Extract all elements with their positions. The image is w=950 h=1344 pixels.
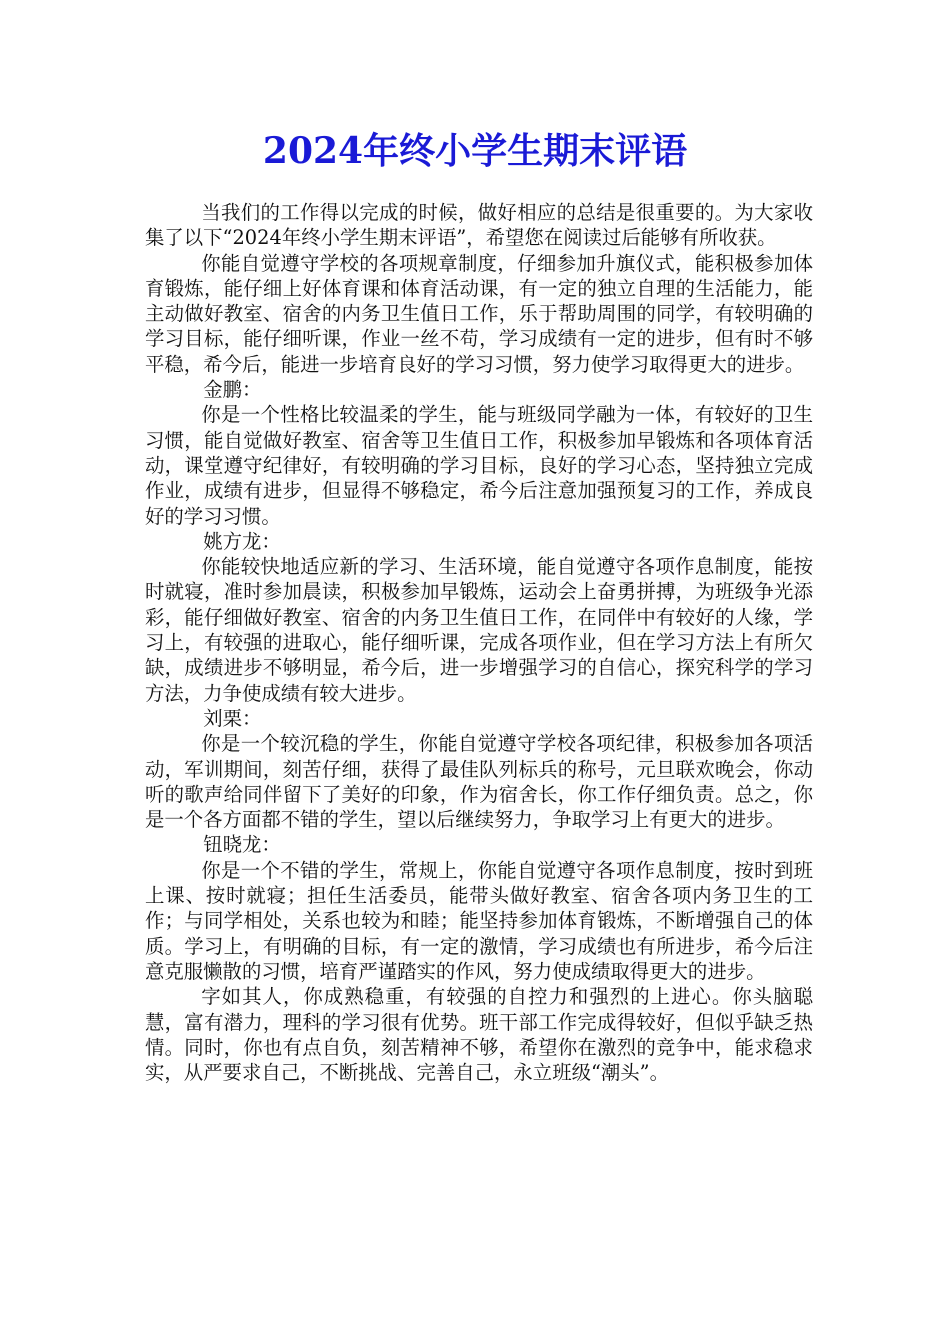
intro-paragraph: 当我们的工作得以完成的时候，做好相应的总结是很重要的。为大家收集了以下“2024年终小学生期末评语”，希望您在阅读过后能够有所收获。 — [145, 201, 813, 250]
comment-paragraph: 字如其人，你成熟稳重，有较强的自控力和强烈的上进心。你头脑聪慧，富有潜力，理科的学习很有优势。班干部工作完成得较好，但似乎缺乏热情。同时，你也有点自负，刻苦精神不够，希望你在激烈的竞争中，能求稳求实，从严要求自己，不断挑战、完善自己，永立班级“潮头”。 — [145, 985, 813, 1085]
student-name: 刘栗： — [203, 706, 262, 730]
comment-paragraph: 你能自觉遵守学校的各项规章制度，仔细参加升旗仪式，能积极参加体育锻炼，能仔细上好体育课和体育活动课，有一定的独立自理的生活能力，能主动做好教室、宿舍的内务卫生值日工作，乐于帮助周围的同学，有较明确的学习目标，能仔细听课，作业一丝不苟，学习成绩有一定的进步，但有时不够平稳，希今后，能进一步培育良好的学习习惯，努力使学习取得更大的进步。 — [145, 251, 813, 376]
student-name: 金鹏： — [203, 378, 262, 402]
comment-paragraph: 你能较快地适应新的学习、生活环境，能自觉遵守各项作息制度，能按时就寝，准时参加晨读，积极参加早锻炼，运动会上奋勇拼搏，为班级争光添彩，能仔细做好教室、宿舍的内务卫生值日工作，在同伴中有较好的人缘，学习上，有较强的进取心，能仔细听课，完成各项作业，但在学习方法上有所欠缺，成绩进步不够明显，希今后，进一步增强学习的自信心，探究科学的学习方法，力争使成绩有较大进步。 — [145, 555, 813, 705]
comment-paragraph: 你是一个不错的学生，常规上，你能自觉遵守各项作息制度，按时到班上课、按时就寝；担任生活委员，能带头做好教室、宿舍各项内务卫生的工作；与同学相处，关系也较为和睦；能坚持参加体育锻炼，不断增强自己的体质。学习上，有明确的目标，有一定的激情，学习成绩也有所进步，希今后注意克服懒散的习惯，培育严谨踏实的作风，努力使成绩取得更大的进步。 — [145, 858, 813, 983]
document-title: 2024年终小学生期末评语 — [262, 130, 688, 172]
student-name: 钮晓龙： — [203, 833, 281, 857]
comment-paragraph: 你是一个较沉稳的学生，你能自觉遵守学校各项纪律，积极参加各项活动，军训期间，刻苦仔细，获得了最佳队列标兵的称号，元旦联欢晚会，你动听的歌声给同伴留下了美好的印象，作为宿舍长，你工作仔细负责。总之，你是一个各方面都不错的学生，望以后继续努力，争取学习上有更大的进步。 — [145, 732, 813, 832]
comment-paragraph: 你是一个性格比较温柔的学生，能与班级同学融为一体，有较好的卫生习惯，能自觉做好教室、宿舍等卫生值日工作，积极参加早锻炼和各项体育活动，课堂遵守纪律好，有较明确的学习目标，良好的学习心态，坚持独立完成作业，成绩有进步，但显得不够稳定，希今后注意加强预复习的工作，养成良好的学习习惯。 — [145, 403, 813, 528]
student-name: 姚方龙： — [203, 529, 281, 553]
document-body — [145, 200, 813, 1085]
